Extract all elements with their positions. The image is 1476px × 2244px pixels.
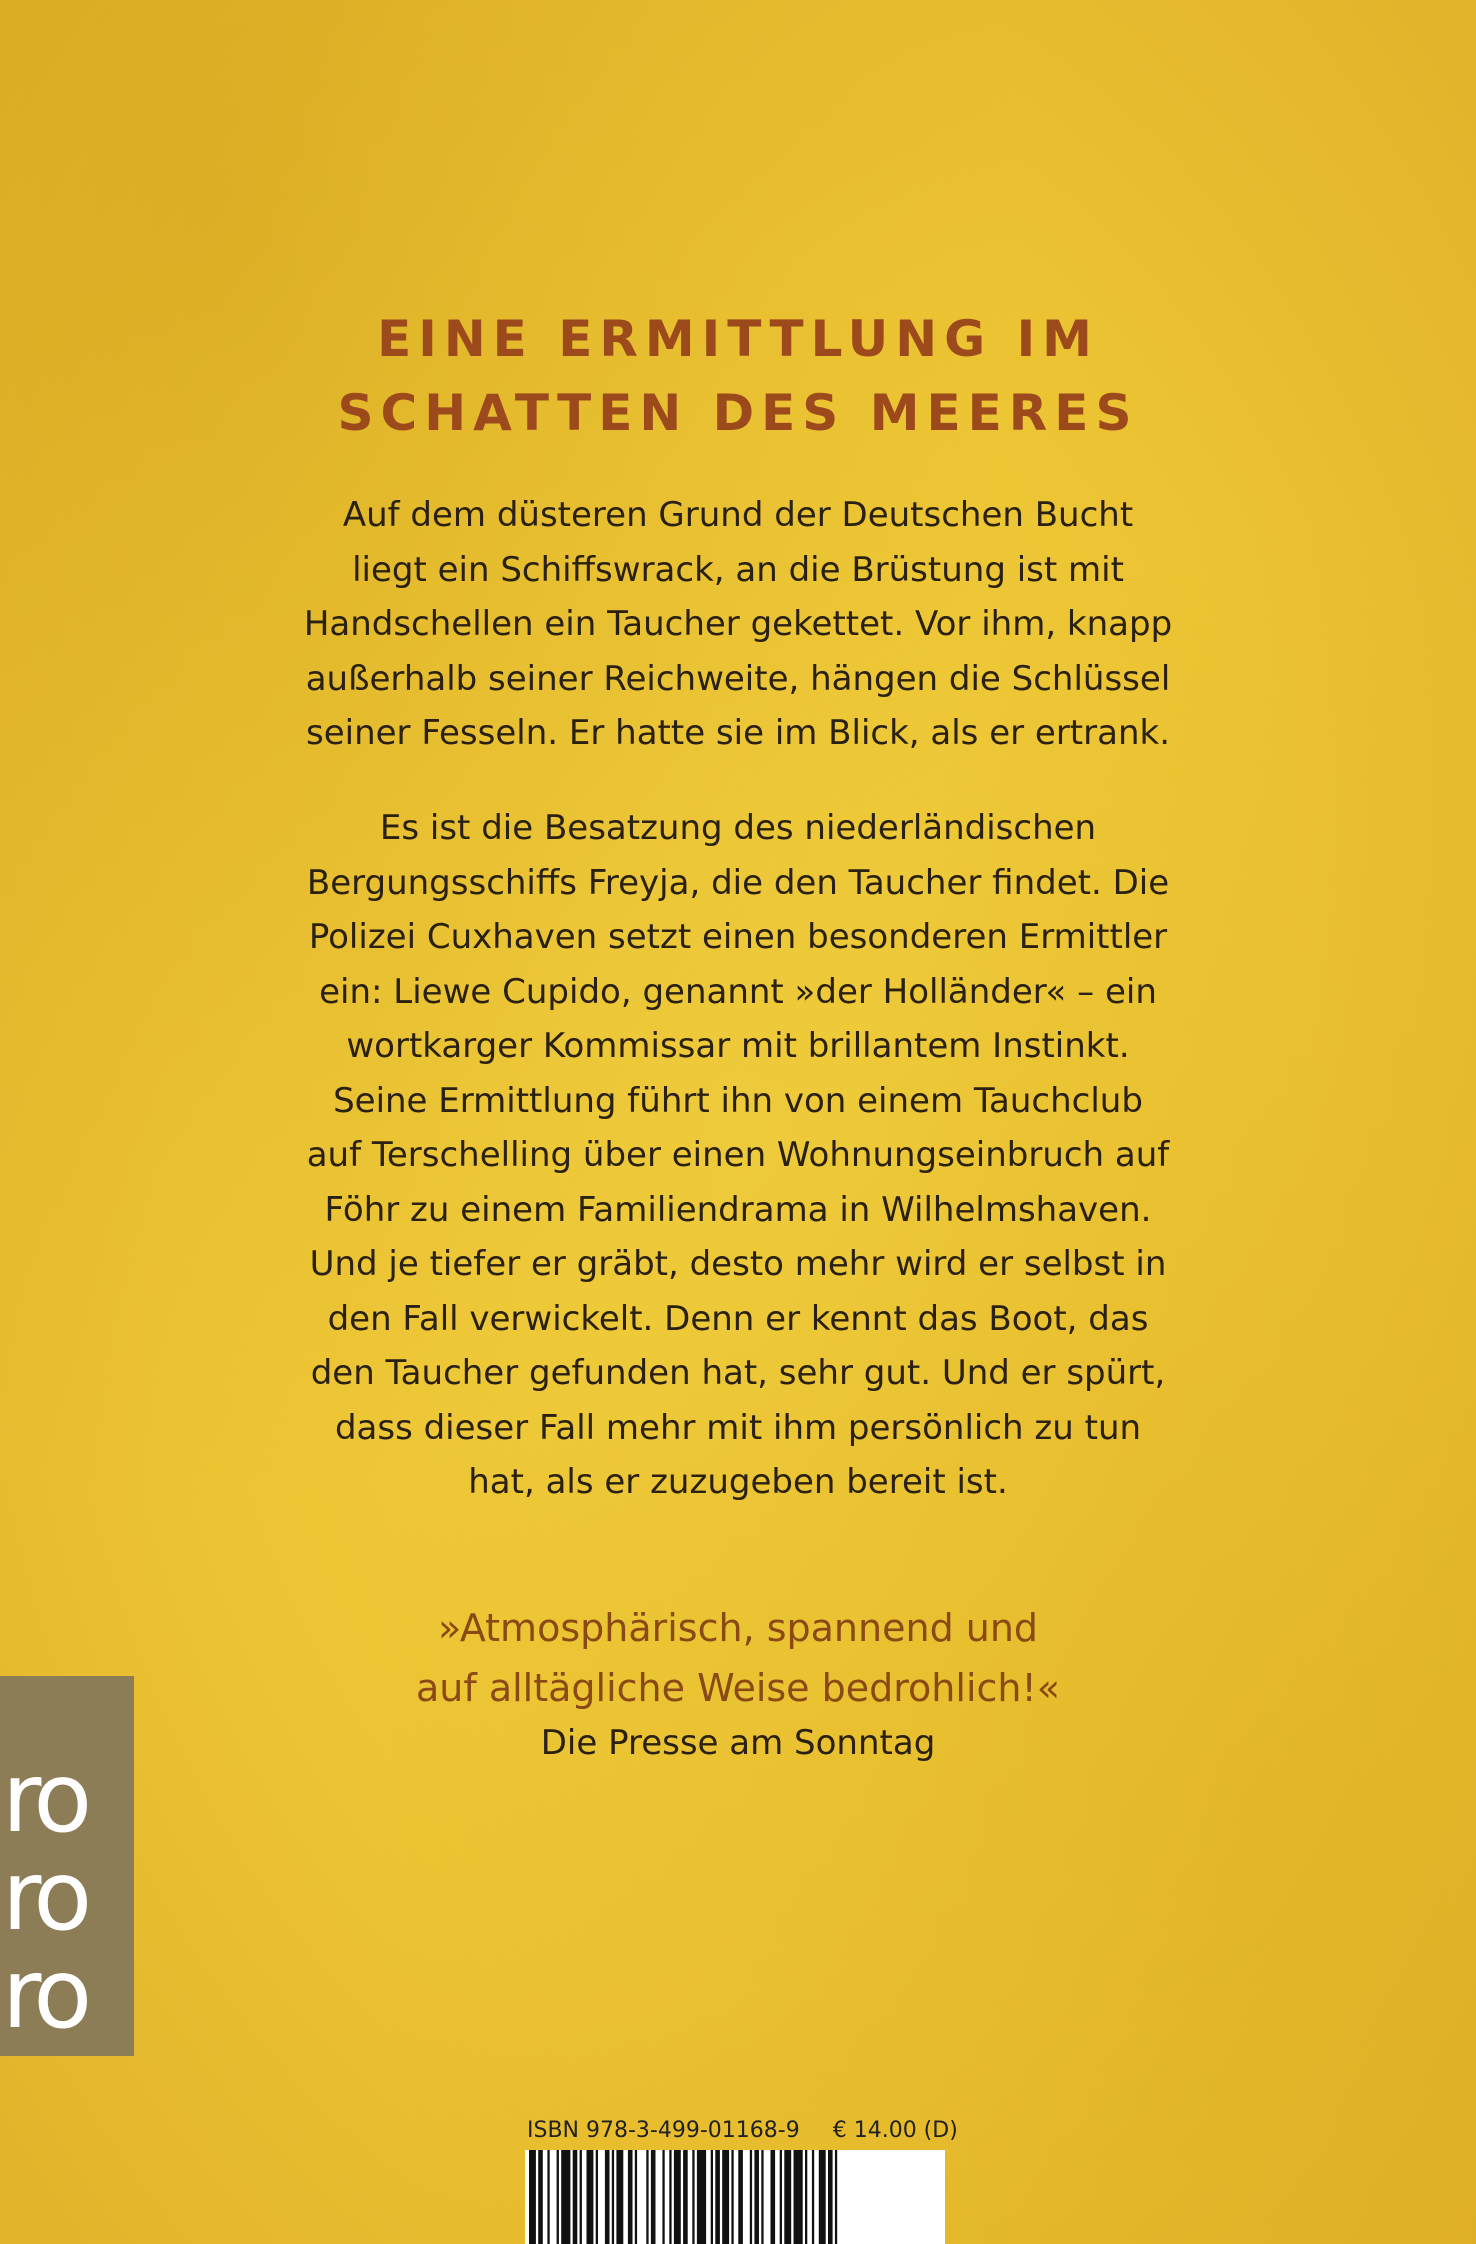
barcode-bar [819, 2150, 826, 2244]
text-line: Bergungsschiffs Freyja, die den Taucher findet. Die [306, 862, 1170, 903]
text-line: Auf dem düsteren Grund der Deutschen Bucht [342, 495, 1134, 535]
barcode-bar [635, 2150, 637, 2244]
text-line: dass dieser Fall mehr mit ihm persönlich zu tun [334, 1407, 1142, 1448]
isbn-price-row [527, 2118, 984, 2143]
isbn-number: ISBN 978-3-499-01168-9 [527, 2118, 800, 2143]
barcode-bar [538, 2150, 543, 2244]
barcode-bar [612, 2150, 614, 2244]
barcode-bar [835, 2150, 837, 2244]
headline-line: EINE ERMITTLUNG IM [377, 310, 1099, 368]
barcode-bar [573, 2150, 578, 2244]
logo-text: ro [2, 1938, 87, 2050]
barcode-bar [738, 2150, 743, 2244]
text-line: Handschellen ein Taucher gekettet. Vor ihm, knapp [303, 604, 1173, 644]
barcode-bar [651, 2150, 656, 2244]
barcode-bar [557, 2150, 559, 2244]
text-line: den Taucher gefunden hat, sehr gut. Und er spürt, [310, 1353, 1166, 1393]
quote-source: Die Presse am Sonntag [540, 1723, 936, 1763]
text-line: wortkarger Kommissar mit brillantem Instinkt. [346, 1026, 1130, 1066]
barcode-bar [669, 2150, 671, 2244]
quote-line: »Atmosphärisch, spannend und [437, 1606, 1039, 1650]
headline-line: SCHATTEN DES MEERES [337, 384, 1139, 442]
barcode-bar [580, 2150, 582, 2244]
text-line: Seine Ermittlung führt ihn von einem Tauchclub [333, 1080, 1143, 1121]
barcode-bar [784, 2150, 791, 2244]
barcode-bar [805, 2150, 807, 2244]
barcode-bar [605, 2150, 610, 2244]
barcode-bar [771, 2150, 776, 2244]
text-line: Und je tiefer er gräbt, desto mehr wird er selbst in [309, 1244, 1167, 1284]
barcode-bar [715, 2150, 720, 2244]
barcode-bar [587, 2150, 594, 2244]
text-line: den Fall verwickelt. Denn er kennt das Boot, das [327, 1298, 1149, 1339]
headline [0, 302, 1476, 450]
barcode-bar [722, 2150, 729, 2244]
barcode [525, 2150, 945, 2244]
logo-text: ro [2, 1840, 87, 1952]
barcode-bar [692, 2150, 694, 2244]
text-line: ein: Liewe Cupido, genannt »der Holländer« – ein [319, 971, 1157, 1012]
barcode-bar [616, 2150, 623, 2244]
barcode-bar [561, 2150, 570, 2244]
barcode-bar [761, 2150, 763, 2244]
barcode-bar [697, 2150, 706, 2244]
text-line: Föhr zu einem Familiendrama in Wilhelmshaven. [324, 1189, 1152, 1230]
barcode-bar [750, 2150, 752, 2244]
barcode-bar [596, 2150, 598, 2244]
barcode-bar [662, 2150, 664, 2244]
barcode-bar [529, 2150, 536, 2244]
barcode-bar [711, 2150, 713, 2244]
price: € 14.00 (D) [832, 2118, 958, 2143]
blurb-paragraph-2 [200, 801, 1276, 1510]
barcode-bar [547, 2150, 549, 2244]
publisher-logo [0, 1676, 134, 2056]
barcode-bar [674, 2150, 681, 2244]
barcode-bar [812, 2150, 814, 2244]
logo-text: ro [2, 1742, 87, 1854]
text-line: Polizei Cuxhaven setzt einen besonderen Ermittler [308, 917, 1168, 957]
text-line: hat, als er zuzugeben bereit ist. [468, 1462, 1008, 1502]
text-line: außerhalb seiner Reichweite, hängen die Schlüssel [305, 658, 1171, 699]
review-quote [0, 1598, 1476, 1718]
barcode-bar [780, 2150, 782, 2244]
text-line: auf Terschelling über einen Wohnungseinbruch auf [306, 1135, 1170, 1175]
barcode-bar [731, 2150, 733, 2244]
barcode-graphic [525, 2150, 945, 2244]
barcode-bar [628, 2150, 633, 2244]
blurb-paragraph-1 [200, 488, 1276, 761]
quote-line: auf alltägliche Weise bedrohlich!« [416, 1666, 1060, 1710]
text-line: seiner Fesseln. Er hatte sie im Blick, als er ertrank. [305, 713, 1170, 753]
barcode-bar [828, 2150, 833, 2244]
text-line: liegt ein Schiffswrack, an die Brüstung ist mit [352, 549, 1124, 590]
barcode-bar [646, 2150, 648, 2244]
barcode-bar [754, 2150, 759, 2244]
barcode-bar [683, 2150, 688, 2244]
text-line: Es ist die Besatzung des niederländischen [379, 808, 1097, 848]
barcode-bar [794, 2150, 803, 2244]
